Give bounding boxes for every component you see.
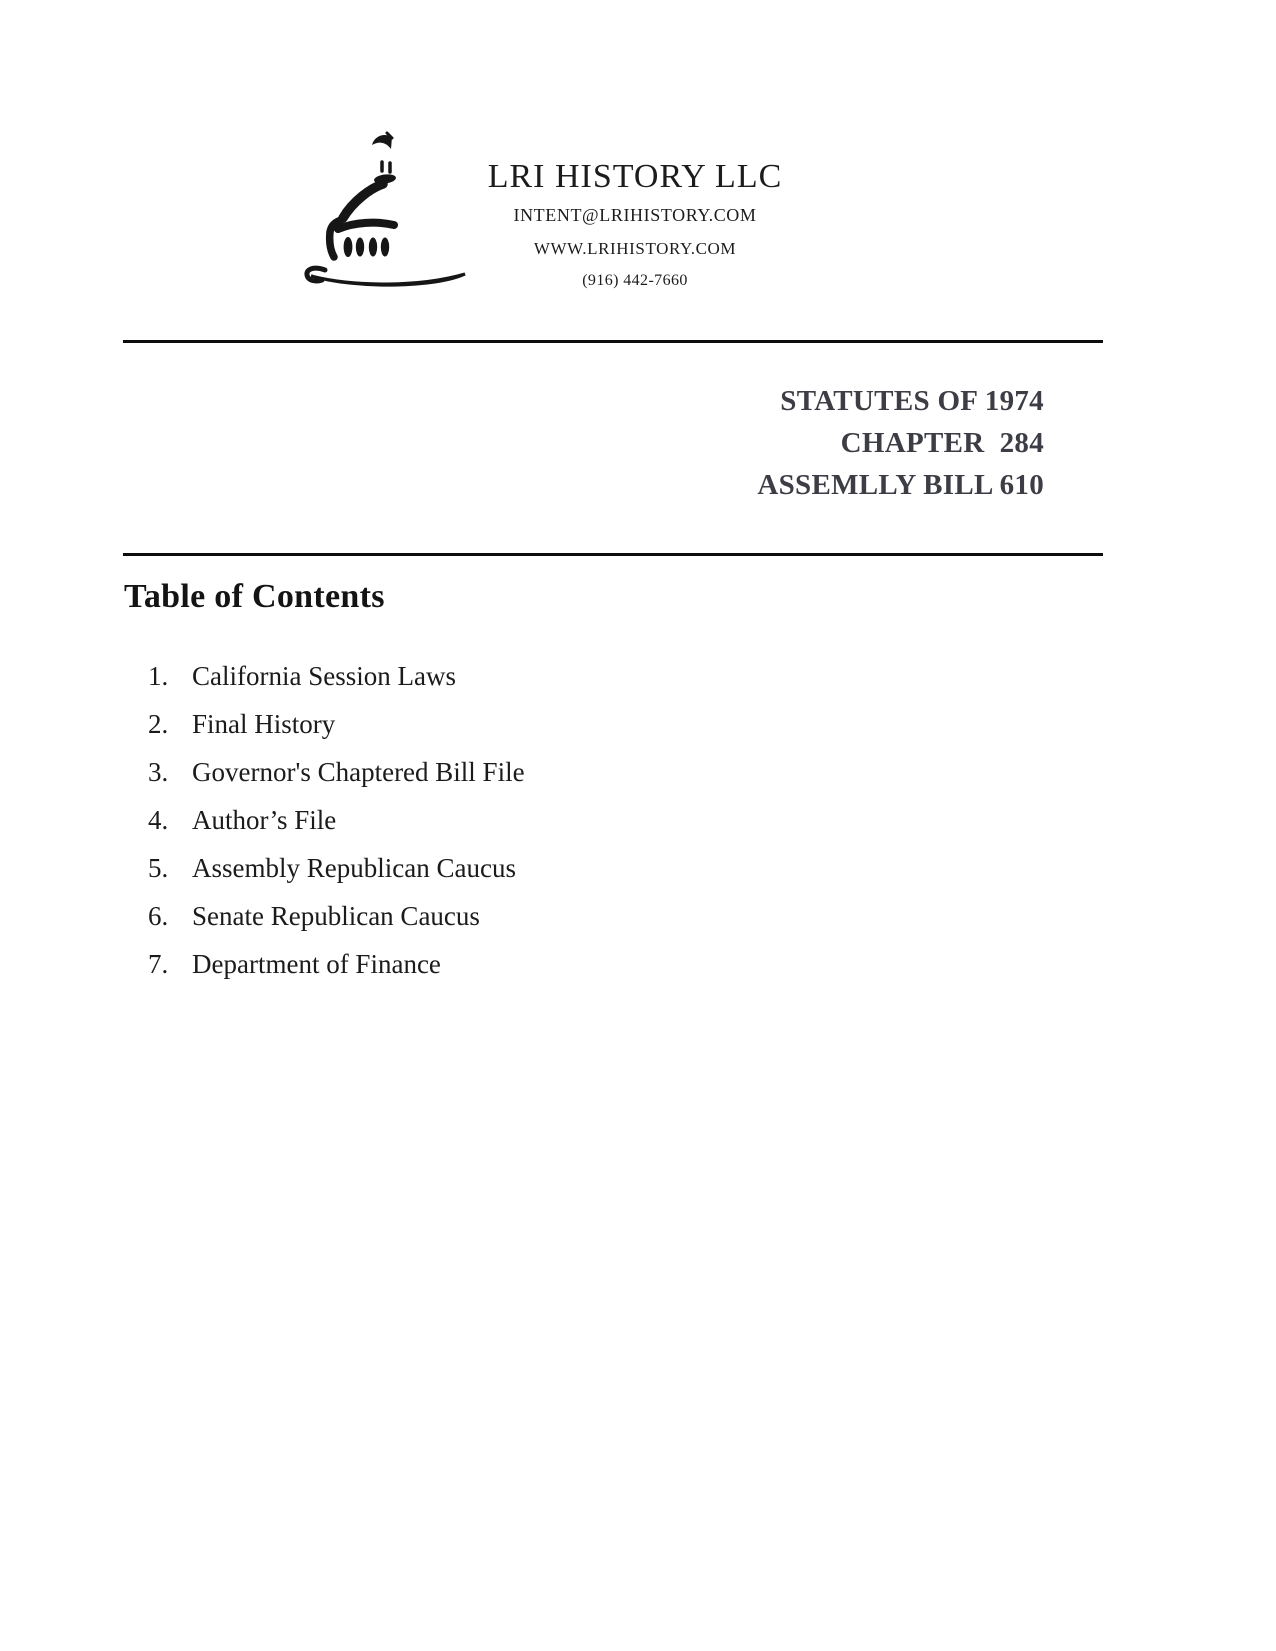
toc-item-number: 1.	[148, 661, 169, 691]
toc-item	[148, 844, 525, 892]
toc-item-number: 2.	[148, 709, 169, 739]
toc-item-number: 3.	[148, 757, 169, 787]
toc-item-label: Author’s File	[192, 805, 337, 835]
toc-item	[148, 652, 525, 700]
chapter-line: CHAPTER 284	[840, 427, 1044, 459]
statutes-year-line: STATUTES OF 1974	[780, 385, 1044, 417]
toc-item-number: 7.	[148, 949, 169, 979]
toc-item-label: Senate Republican Caucus	[192, 901, 480, 931]
toc-item-label: Final History	[192, 709, 336, 739]
toc-item	[148, 700, 525, 748]
toc-item-label: Department of Finance	[192, 949, 441, 979]
toc-item-number: 4.	[148, 805, 169, 835]
toc-item	[148, 892, 525, 940]
statute-reference-block	[757, 380, 1044, 506]
toc-title: Table of Contents	[124, 578, 385, 615]
toc-list	[148, 652, 525, 988]
toc-item	[148, 796, 525, 844]
toc-item-label: California Session Laws	[192, 661, 456, 691]
toc-item-number: 5.	[148, 853, 169, 883]
company-phone: (916) 442-7660	[582, 272, 688, 289]
toc-item-label: Governor's Chaptered Bill File	[192, 757, 525, 787]
company-website: WWW.LRIHISTORY.COM	[533, 239, 737, 258]
toc-item	[148, 748, 525, 796]
toc-item-number: 6.	[148, 901, 169, 931]
assembly-bill-line: ASSEMLLY BILL 610	[757, 469, 1044, 501]
company-name: LRI HISTORY LLC	[487, 158, 783, 195]
divider-bottom	[123, 553, 1103, 556]
toc-item-label: Assembly Republican Caucus	[192, 853, 516, 883]
toc-item	[148, 940, 525, 988]
company-email: INTENT@LRIHISTORY.COM	[513, 205, 757, 225]
divider-top	[123, 340, 1103, 343]
